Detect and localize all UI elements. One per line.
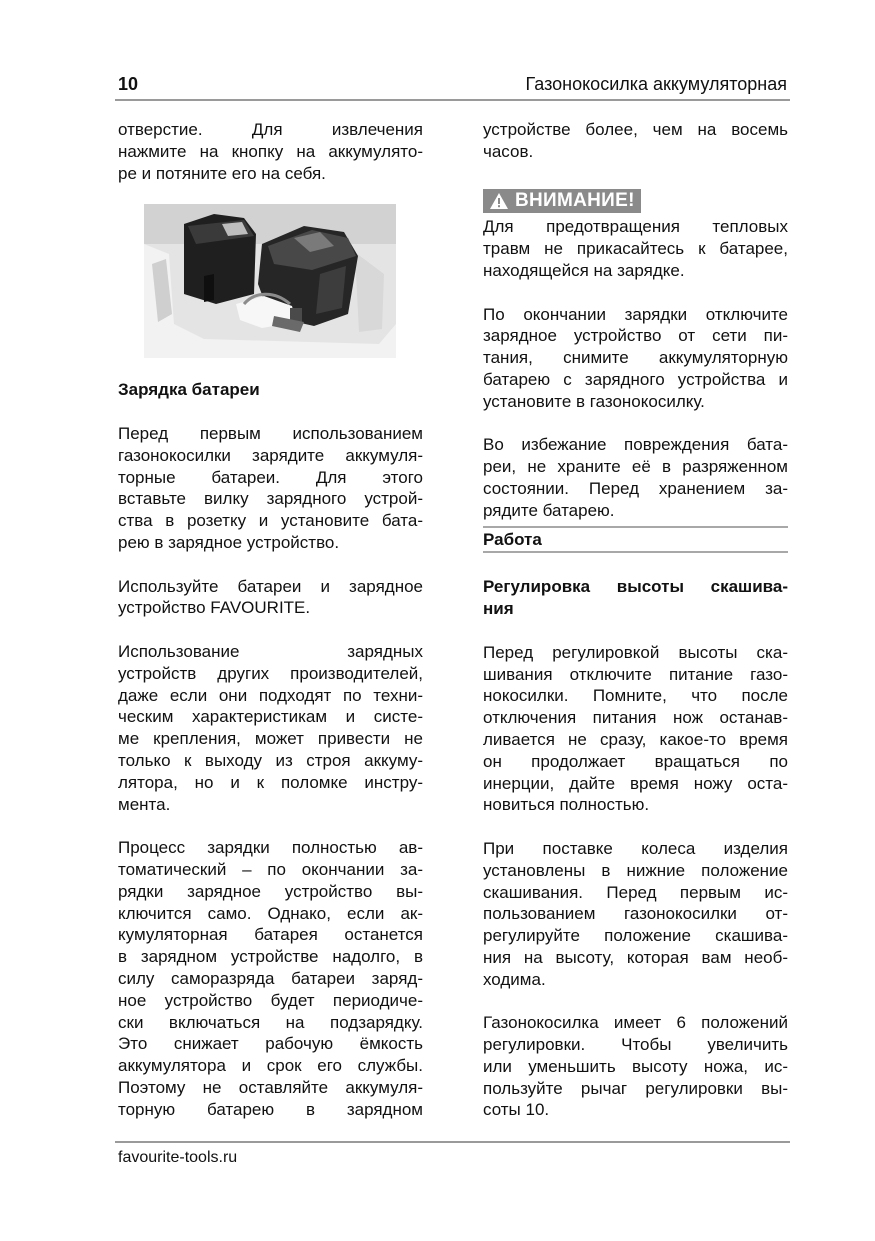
footer-website: favourite-tools.ru [118,1149,238,1166]
text-line: При поставке колеса изделия [483,838,788,858]
text-line: инерции, дайте время ножу оста- [483,773,788,793]
text-line: батарею с зарядного устройства и [483,369,788,389]
text-line: состоянии. Перед хранением за- [483,478,788,498]
text-line: нокосилки. Помните, что после [483,686,788,706]
text-line: рею в зарядное устройство. [118,532,340,552]
text-line: устройстве более, чем на восемь [483,120,788,139]
footer-divider [115,1141,790,1143]
section-bar-work [483,526,788,553]
text-line: По окончании зарядки отключите [483,304,788,324]
text-line: Поэтому не оставляйте аккумуля- [118,1077,423,1097]
text-line: ния на высоту, которая вам необ- [483,947,788,967]
text-line: даже если они подходят по техни- [118,685,423,705]
warning-badge [483,189,641,213]
text-line: только к выходу из строя аккуму- [118,750,423,770]
running-title: Газонокосилка аккумуляторная [525,74,787,94]
text-line: Это снижает рабочую ёмкость [118,1034,423,1054]
left-column [118,119,423,1120]
text-line: ски включаться на подзарядку. [118,1012,423,1032]
text-line: мента. [118,794,171,814]
height-paragraph-1 [483,642,788,816]
text-line: отверстие. Для извлечения [118,120,423,139]
text-line: или уменьшить высоту ножа, ис- [483,1056,788,1076]
text-line: торную батарею в зарядном [118,1099,423,1119]
height-paragraph-2 [483,838,788,991]
text-line: устройство FAVOURITE. [118,598,311,618]
text-line: нажмите на кнопку на аккумулято- [118,141,423,161]
text-line: соты 10. [483,1100,550,1120]
text-line: торные батареи. Для этого [118,467,423,487]
section-heading-charging: Зарядка батареи [118,380,260,400]
text-line: регулировки. Чтобы увеличить [483,1035,788,1055]
text-line: отключения питания нож останав- [483,708,788,728]
battery-compartment-photo [144,204,396,358]
text-line: зарядное устройство от сети пи- [483,326,788,346]
continued-paragraph [483,119,788,163]
text-line: ческим характеристикам и систе- [118,707,423,727]
text-line: рядки зарядное устройство вы- [118,881,423,901]
text-line: томатический – по окончании за- [118,859,423,879]
text-line: ное устройство будет периодиче- [118,990,423,1010]
text-line: ре и потяните его на себя. [118,163,326,183]
text-line: силу саморазряда батареи заряд- [118,968,423,988]
text-line: Для предотвращения тепловых [483,217,788,237]
text-line: Перед первым использованием [118,423,423,443]
charging-paragraph-1 [118,423,423,554]
section-heading-height [483,576,788,620]
text-line: аккумулятора и срок его службы. [118,1056,423,1076]
text-line: регулируйте положение скашива- [483,926,788,946]
warning-label: ВНИМАНИЕ! [515,190,635,212]
text-line: ме крепления, может привести не [118,729,423,749]
charging-paragraph-3 [118,641,423,815]
text-line: Перед регулировкой высоты ска- [483,642,788,662]
text-line: пользуйте рычаг регулировки вы- [483,1078,788,1098]
text-line: кумуляторная батарея останется [118,925,423,945]
text-line: газонокосилки зарядите аккумуля- [118,445,423,465]
text-line: вставьте вилку зарядного устрой- [118,489,423,509]
text-line: новиться полностью. [483,795,650,815]
text-line: травм не прикасайтесь к батарее, [483,239,788,259]
text-line: Газонокосилка имеет 6 положений [483,1013,788,1033]
text-line: в зарядном устройстве надолго, в [118,947,423,967]
text-line: ливается не сразу, какое-то время [483,729,788,749]
warning-triangle-icon [489,192,509,210]
after-charging-paragraph [483,304,788,413]
text-line: пользованием газонокосилки от- [483,904,788,924]
text-line: Процесс зарядки полностью ав- [118,838,423,858]
text-line: установите в газонокосилку. [483,391,705,411]
text-line: шивания отключите питание газо- [483,664,788,684]
intro-paragraph [118,119,423,184]
text-line: скашивания. Перед первым ис- [483,882,788,902]
text-line: устройств других производителей, [118,663,423,683]
text-line: Использование зарядных [118,641,423,661]
storage-paragraph [483,434,788,521]
text-line: Регулировка высоты скашива- [483,577,788,597]
section-title-work: Работа [483,529,542,549]
charging-paragraph-4 [118,837,423,1120]
page-number: 10 [118,74,139,94]
text-line: установлены в нижние положение [483,860,788,880]
text-line: рядите батарею. [483,500,615,520]
text-line: находящейся на зарядке. [483,260,685,280]
text-line: ключится само. Однако, если ак- [118,903,423,923]
charging-paragraph-2 [118,576,423,620]
text-line: он продолжает вращаться по [483,751,788,771]
text-line: лятора, но и к поломке инстру- [118,772,423,792]
text-line: тания, снимите аккумуляторную [483,348,788,368]
text-line: Используйте батареи и зарядное [118,576,423,596]
text-line: часов. [483,141,534,161]
text-line: ства в розетку и установите бата- [118,511,423,531]
text-line: ходима. [483,969,546,989]
height-paragraph-3 [483,1012,788,1121]
text-line: Во избежание повреждения бата- [483,435,788,455]
text-line: ния [483,599,514,619]
header-divider [115,99,790,101]
warning-paragraph [483,216,788,281]
text-line: реи, не храните её в разряженном [483,457,788,477]
right-column [483,119,788,1121]
